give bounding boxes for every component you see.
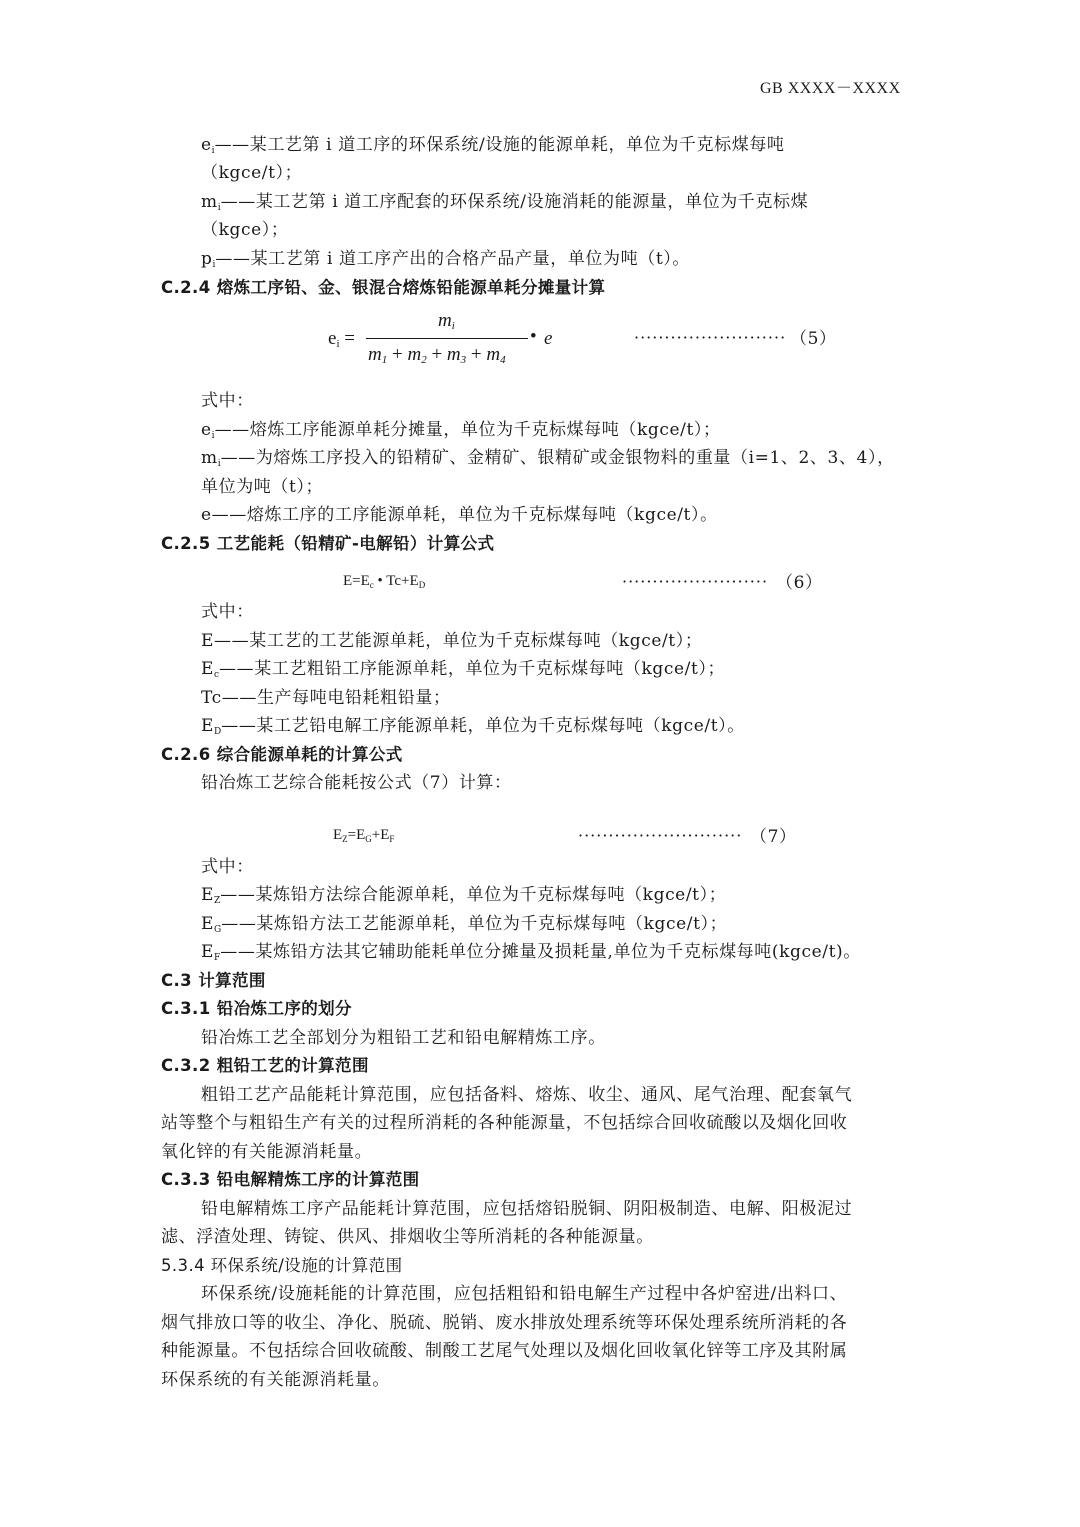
c26-intro: 铅冶炼工艺综合能耗按公式（7）计算： <box>201 773 512 793</box>
fraction-bar <box>366 338 528 339</box>
c32-line-1: 粗铅工艺产品能耗计算范围，应包括备料、熔炼、收尘、通风、尾气治理、配套氧气 <box>201 1085 853 1105</box>
c33-line-2: 滤、浮渣处理、铸锭、供风、排烟收尘等所消耗的各种能源量。 <box>161 1227 654 1247</box>
def-pi: pi——某工艺第 i 道工序产出的合格产品产量，单位为吨（t）。 <box>201 249 690 270</box>
def-mi: mi——某工艺第 i 道工序配套的环保系统/设施消耗的能源量，单位为千克标煤 <box>201 192 809 213</box>
c34-line-2: 烟气排放口等的收尘、净化、脱硫、脱销、废水排放处理系统等环保处理系统所消耗的各 <box>161 1313 848 1333</box>
c32-line-3: 氧化锌的有关能源消耗量。 <box>161 1142 373 1162</box>
heading-c33: C.3.3 铅电解精炼工序的计算范围 <box>161 1170 420 1189</box>
formula6-expression: $E=E_c$ • $Tc+E_D$ <box>343 573 426 590</box>
formula5-number: （5） <box>790 329 837 349</box>
def-c25-E: E——某工艺的工艺能源单耗，单位为千克标煤每吨（kgce/t）； <box>201 631 703 651</box>
formula5-lhs: ei = <box>328 328 355 350</box>
c31-text: 铅冶炼工艺全部划分为粗铅工艺和铅电解精炼工序。 <box>201 1028 606 1048</box>
def-c26-EG: EG——某炼铅方法工艺能源单耗，单位为千克标煤每吨（kgce/t）； <box>201 914 728 935</box>
heading-c26: C.2.6 综合能源单耗的计算公式 <box>161 745 403 764</box>
c33-line-1: 铅电解精炼工序产品能耗计算范围，应包括熔铅脱铜、阴阳极制造、电解、阳极泥过 <box>201 1199 853 1219</box>
def-c24-mi: mi——为熔炼工序投入的铅精矿、金精矿、银精矿或金银物料的重量（i=1、2、3、4）， <box>201 448 895 469</box>
formula7-leader: ··························· <box>578 826 743 845</box>
formula5-leader: ························· <box>634 328 787 347</box>
c34-line-4: 环保系统的有关能源消耗量。 <box>161 1370 390 1390</box>
heading-534: 5.3.4 环保系统/设施的计算范围 <box>161 1256 403 1275</box>
where-c26: 式中： <box>201 857 254 877</box>
heading-c32: C.3.2 粗铅工艺的计算范围 <box>161 1056 369 1075</box>
def-c24-ei: ei——熔炼工序能源单耗分摊量，单位为千克标煤每吨（kgce/t）； <box>201 420 721 441</box>
formula5-denominator: m1 + m2 + m3 + m4 <box>368 344 506 366</box>
where-c24: 式中： <box>201 391 254 411</box>
where-c25: 式中： <box>201 602 254 622</box>
def-mi-cont: （kgce）； <box>201 220 289 240</box>
def-c25-Ec: Ec——某工艺粗铅工序能源单耗，单位为千克标煤每吨（kgce/t）； <box>201 659 726 680</box>
c32-line-2: 站等整个与粗铅生产有关的过程所消耗的各种能源量，不包括综合回收硫酸以及烟化回收 <box>161 1113 848 1133</box>
def-c26-EF: EF——某炼铅方法其它辅助能耗单位分摊量及损耗量,单位为千克标煤每吨(kgce/t)。 <box>201 942 861 963</box>
formula7-expression: $E_Z=E_G+E_F$ <box>333 827 395 844</box>
formula6-leader: ························ <box>622 572 769 591</box>
def-c26-EZ: EZ——某炼铅方法综合能源单耗，单位为千克标煤每吨（kgce/t）； <box>201 885 727 906</box>
def-c24-e: e——熔炼工序的工序能源单耗，单位为千克标煤每吨（kgce/t）。 <box>201 505 718 525</box>
formula5-rhs: e <box>544 328 553 349</box>
c34-line-3: 种能源量。不包括综合回收硫酸、制酸工艺尾气处理以及烟化回收氧化锌等工序及其附属 <box>161 1341 848 1361</box>
def-ei-cont: （kgce/t）； <box>201 163 303 183</box>
c34-line-1: 环保系统/设施耗能的计算范围，应包括粗铅和铅电解生产过程中各炉窑进/出料口、 <box>201 1284 848 1304</box>
standard-number: GB XXXX－XXXX <box>760 80 901 97</box>
formula6-number: （6） <box>776 573 823 593</box>
heading-c24: C.2.4 熔炼工序铅、金、银混合熔炼铅能源单耗分摊量计算 <box>161 278 606 297</box>
heading-c31: C.3.1 铅冶炼工序的划分 <box>161 999 352 1018</box>
heading-c25: C.2.5 工艺能耗（铅精矿-电解铅）计算公式 <box>161 534 495 553</box>
def-ei: ei——某工艺第 i 道工序的环保系统/设施的能源单耗，单位为千克标煤每吨 <box>201 135 785 156</box>
formula5-numerator: mi <box>438 310 455 332</box>
def-c25-ED: ED——某工艺铅电解工序能源单耗，单位为千克标煤每吨（kgce/t）。 <box>201 716 745 737</box>
def-c24-mi-cont: 单位为吨（t）； <box>201 477 324 497</box>
def-c25-Tc: Tc——生产每吨电铅耗粗铅量； <box>201 688 451 708</box>
formula7-number: （7） <box>750 827 797 847</box>
formula5-dot: • <box>530 326 537 347</box>
heading-c3: C.3 计算范围 <box>161 971 266 990</box>
